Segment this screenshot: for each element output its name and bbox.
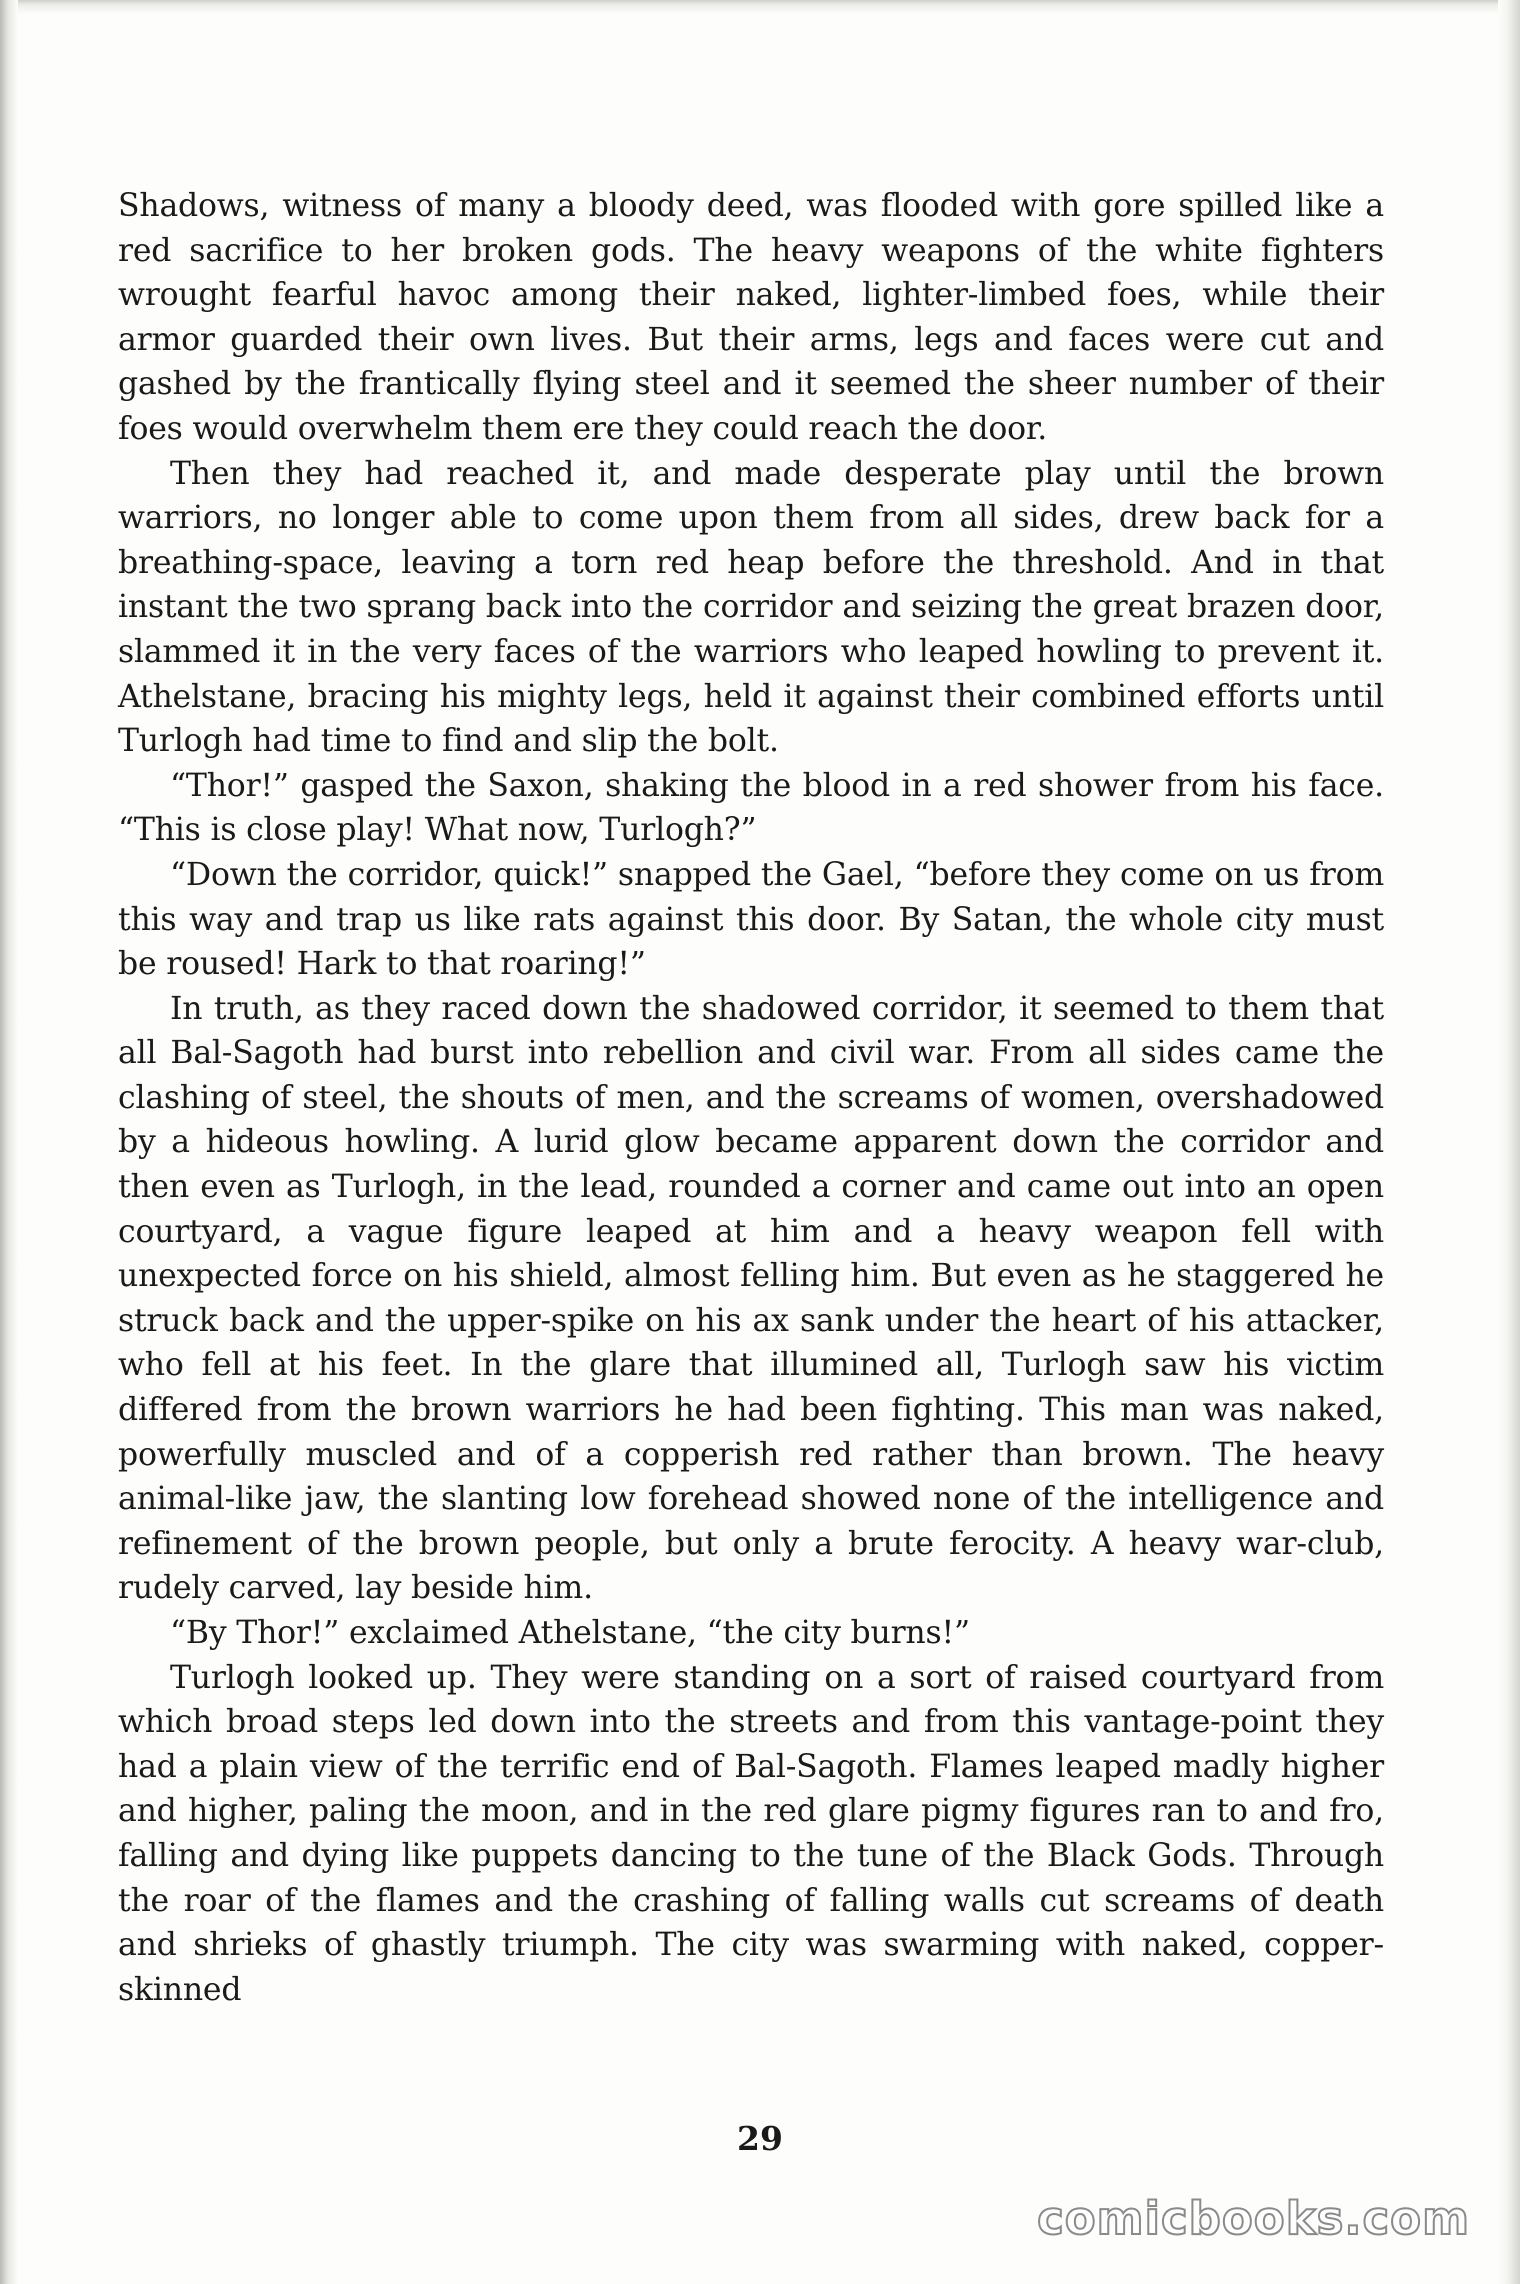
paragraph-1: Shadows, witness of many a bloody deed, was flooded with gore spilled like a red sacrifice to her broken gods. The heavy weapons of the white fighters wrought fearful havoc among their naked, lighter-limbed foes, while their armor guarded their own lives. But their arms, legs and faces were cut and gashed by the frantically flying steel and it seemed the sheer number of their foes would overwhelm them ere they could reach the door. [118,188,1384,447]
paragraph-3: “Thor!” gasped the Saxon, shaking the blood in a red shower from his face. “This is close play! What now, Turlogh?” [118,767,1384,849]
paragraph-7: Turlogh looked up. They were standing on a sort of raised courtyard from which broad steps led down into the streets and from this vantage-point they had a plain view of the terrific end of Bal-Sagoth. Flames leaped madly higher and higher, paling the moon, and in the red glare pigmy figures ran to and fro, falling and dying like puppets dancing to the tune of the Black Gods. Through the roar of the flames and the crashing of falling walls cut screams of death and shrieks of ghastly triumph. The city was swarming with naked, copper-skinned [118,1659,1384,2008]
watermark-logo: comicbooks.com [1037,2192,1470,2245]
page-left-edge-shadow [0,0,18,2284]
paragraph-4: “Down the corridor, quick!” snapped the Gael, “before they come on us from this way and trap us like rats against this door. By Satan, the whole city must be roused! Hark to that roaring!” [118,856,1384,983]
page-right-edge-shadow [1498,0,1520,2284]
page-number: 29 [737,2119,783,2158]
page-top-edge-shadow [0,0,1520,14]
body-text [118,184,1384,2012]
paragraph-2: Then they had reached it, and made desperate play until the brown warriors, no longer able to come upon them from all sides, drew back for a breathing-space, leaving a torn red heap before the threshold. And in that instant the two sprang back into the corridor and seizing the great brazen door, slammed it in the very faces of the warriors who leaped howling to prevent it. Athelstane, bracing his mighty legs, held it against their combined efforts until Turlogh had time to find and slip the bolt. [118,455,1384,760]
paragraph-5: In truth, as they raced down the shadowed corridor, it seemed to them that all Bal-Sagoth had burst into rebellion and civil war. From all sides came the clashing of steel, the shouts of men, and the screams of women, overshadowed by a hideous howling. A lurid glow became apparent down the corridor and then even as Turlogh, in the lead, rounded a corner and came out into an open courtyard, a vague figure leaped at him and a heavy weapon fell with unexpected force on his shield, almost felling him. But even as he staggered he struck back and the upper-spike on his ax sank under the heart of his attacker, who fell at his feet. In the glare that illumined all, Turlogh saw his victim differed from the brown warriors he had been fighting. This man was naked, powerfully muscled and of a copperish red rather than brown. The heavy animal-like jaw, the slanting low forehead showed none of the intelligence and refinement of the brown people, but only a brute ferocity. A heavy war-club, rudely carved, lay beside him. [118,990,1384,1607]
paragraph-6: “By Thor!” exclaimed Athelstane, “the city burns!” [170,1615,970,1651]
